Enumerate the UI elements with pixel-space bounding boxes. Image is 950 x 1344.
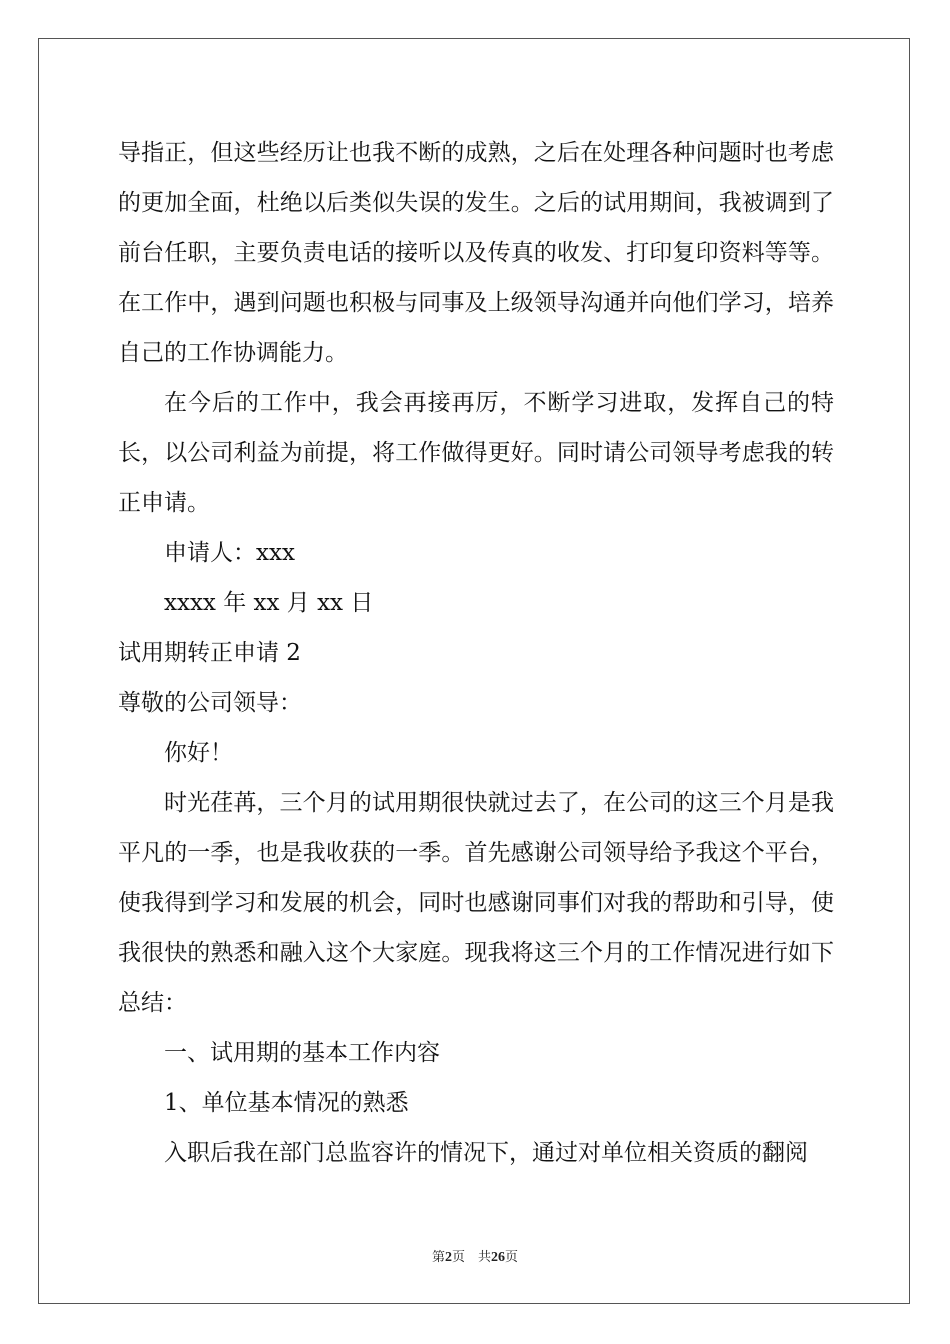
footer-suffix: 页 <box>505 1250 519 1265</box>
page-footer <box>0 1246 950 1266</box>
applicant-line: 申请人：xxx <box>164 540 295 566</box>
paragraph-1: 导指正，但这些经历让也我不断的成熟，之后在处理各种问题时也考虑的更加全面，杜绝以后类似失误的发生。之后的试用期间，我被调到了前台任职，主要负责电话的接听以及传真的收发、打印复印资料等等。在工作中，遇到问题也积极与同事及上级领导沟通并向他们学习，培养自己的工作协调能力。 <box>118 140 834 366</box>
footer-mid: 页 共 <box>451 1250 491 1265</box>
salutation: 尊敬的公司领导： <box>118 690 302 716</box>
total-pages: 26 <box>491 1250 505 1265</box>
page-number: 2 <box>444 1250 452 1265</box>
section-title: 试用期转正申请 2 <box>118 640 301 666</box>
paragraph-4: 入职后我在部门总监容许的情况下，通过对单位相关资质的翻阅 <box>164 1140 808 1166</box>
heading-basic-work: 一、试用期的基本工作内容 <box>164 1040 440 1066</box>
footer-prefix: 第 <box>431 1250 445 1265</box>
paragraph-2: 在今后的工作中，我会再接再厉，不断学习进取，发挥自己的特长，以公司利益为前提，将工作做得更好。同时请公司领导考虑我的转正申请。 <box>118 390 834 516</box>
date-line: xxxx 年 xx 月 xx 日 <box>164 590 374 616</box>
subheading-unit-familiarity: 1、单位基本情况的熟悉 <box>164 1090 409 1116</box>
document-body <box>118 128 834 1178</box>
greeting: 你好！ <box>164 740 233 766</box>
paragraph-3: 时光荏苒，三个月的试用期很快就过去了，在公司的这三个月是我平凡的一季，也是我收获的一季。首先感谢公司领导给予我这个平台，使我得到学习和发展的机会，同时也感谢同事们对我的帮助和引导，使我很快的熟悉和融入这个大家庭。现我将这三个月的工作情况进行如下总结： <box>118 790 834 1016</box>
